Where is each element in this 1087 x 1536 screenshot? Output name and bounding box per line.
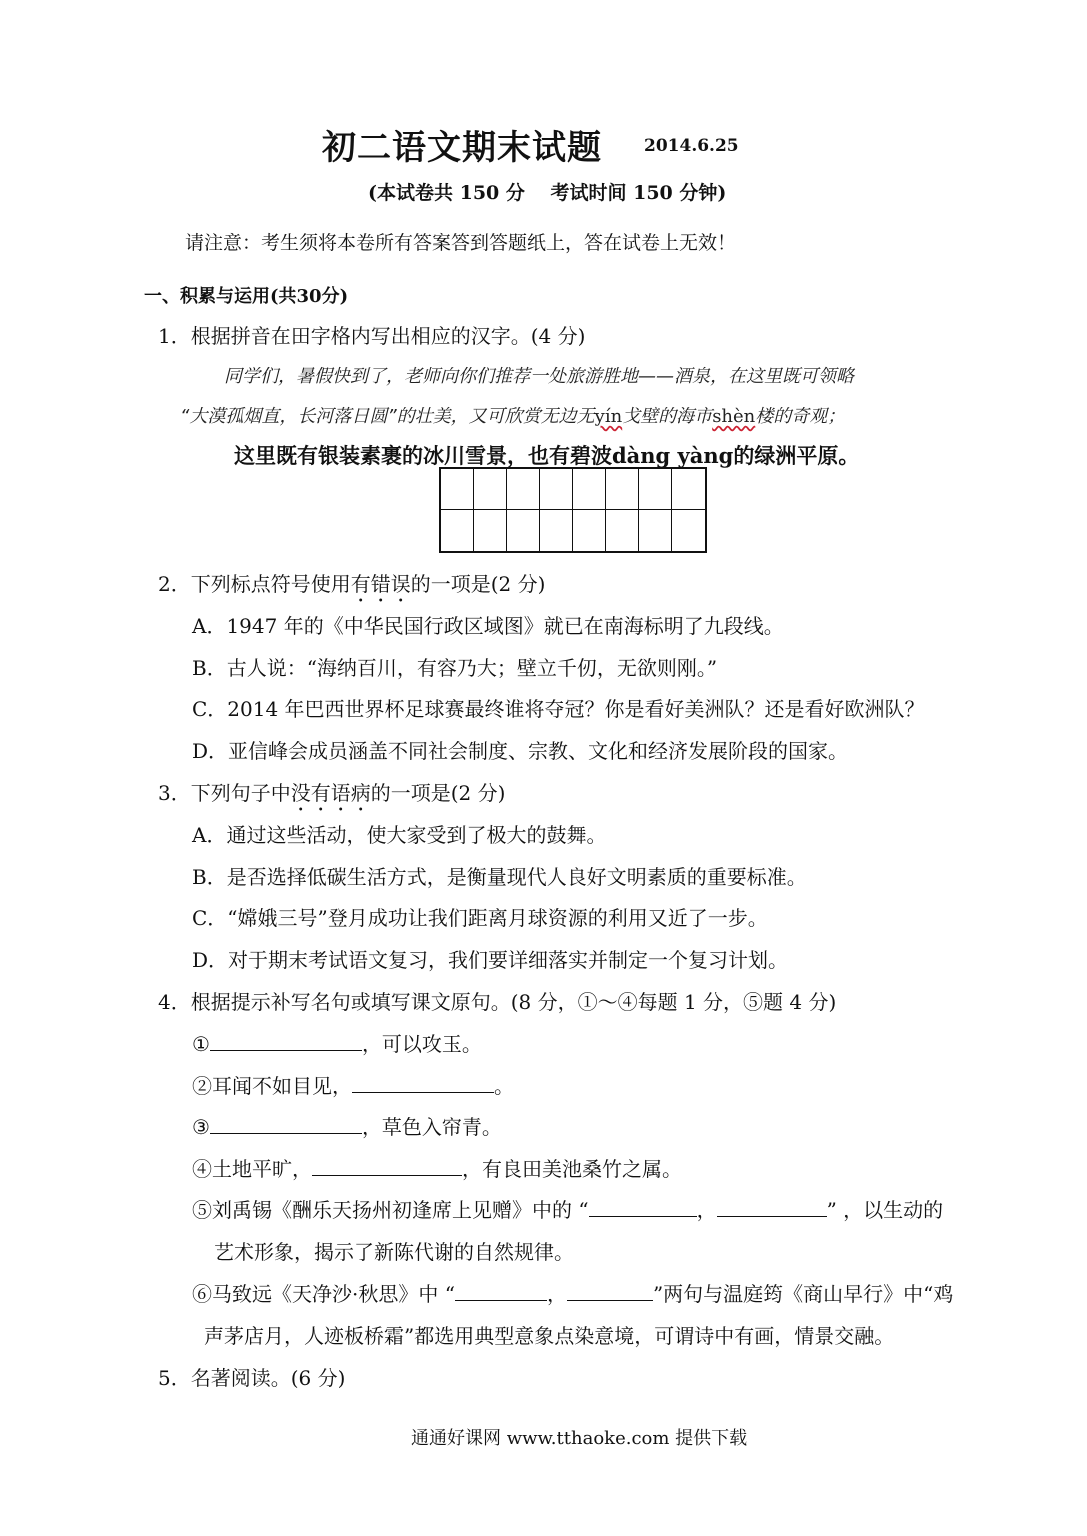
q1-passage-line2 — [180, 402, 845, 428]
q2-option-c: C．2014 年巴西世界杯足球赛最终谁将夺冠？你是看好美洲队？还是看好欧洲队？ — [192, 697, 925, 721]
q4-item-5-separator: ， — [696, 1198, 717, 1222]
grid-cell[interactable] — [573, 469, 606, 510]
q1-line2-text-b: 戈壁的海市 — [622, 406, 713, 427]
grid-cell[interactable] — [573, 510, 606, 551]
q4-item-4 — [192, 1153, 682, 1182]
q4-item-3-suffix: ，草色入帘青。 — [361, 1115, 502, 1139]
q3-option-c: C．“嫦娥三号”登月成功让我们距离月球资源的利用又近了一步。 — [192, 906, 768, 930]
answer-blank[interactable] — [210, 1113, 362, 1134]
q4-item-1-suffix: ，可以攻玉。 — [361, 1032, 482, 1056]
q4-item-6-separator: ， — [546, 1282, 567, 1306]
q4-item-5 — [192, 1194, 943, 1223]
q4-item-5-prefix: ⑤刘禹锡《酬乐天扬州初逢席上见赠》中的 “ — [192, 1198, 589, 1222]
grid-cell[interactable] — [507, 510, 540, 551]
q4-item-5-suffix: ” ，以生动的 — [826, 1198, 944, 1222]
q1-line3-text-b: 的绿洲平原。 — [733, 444, 860, 468]
q2-stem-a: 2．下列标点符号使用 — [158, 572, 351, 596]
grid-cell[interactable] — [606, 469, 639, 510]
answer-blank[interactable] — [567, 1280, 653, 1301]
q3-stem-emphasis: 没有语病 — [290, 781, 371, 805]
q2-stem-b: 的一项是(2 分) — [410, 572, 546, 596]
answer-blank[interactable] — [589, 1196, 697, 1217]
q4-item-2 — [192, 1070, 514, 1099]
exam-notice: 请注意：考生须将本卷所有答案答到答题纸上，答在试卷上无效！ — [185, 232, 737, 254]
q3-stem-a: 3．下列句子中 — [158, 781, 291, 805]
grid-cell[interactable] — [639, 510, 672, 551]
q1-pinyin-yin: yín — [594, 406, 623, 427]
q4-item-3 — [192, 1111, 502, 1140]
tianzige-grid — [439, 467, 707, 553]
q3-option-d: D．对于期末考试语文复习，我们要详细落实并制定一个复习计划。 — [192, 948, 789, 972]
page-footer: 通通好课网 www.tthaoke.com 提供下载 — [411, 1428, 748, 1449]
q4-item-3-prefix: ③ — [192, 1115, 210, 1139]
q2-option-d: D．亚信峰会成员涵盖不同社会制度、宗教、文化和经济发展阶段的国家。 — [192, 739, 849, 763]
grid-cell[interactable] — [474, 469, 507, 510]
answer-blank[interactable] — [312, 1155, 462, 1176]
grid-cell[interactable] — [672, 469, 705, 510]
answer-blank[interactable] — [717, 1196, 827, 1217]
q1-pinyin-dangyang: dàng yàng — [612, 443, 734, 468]
q4-item-1-prefix: ① — [192, 1032, 210, 1056]
exam-date: 2014.6.25 — [644, 136, 739, 156]
q4-item-2-suffix: 。 — [494, 1074, 514, 1098]
grid-cell[interactable] — [441, 510, 474, 551]
q1-stem: 1．根据拼音在田字格内写出相应的汉字。(4 分) — [158, 324, 586, 348]
q4-item-6-prefix: ⑥马致远《天净沙·秋思》中 “ — [192, 1282, 455, 1306]
q4-item-4-suffix: ，有良田美池桑竹之属。 — [462, 1157, 682, 1181]
q2-stem — [158, 568, 545, 607]
q1-line2-text-c: 楼的奇观； — [755, 406, 846, 427]
q4-item-4-prefix: ④土地平旷， — [192, 1157, 312, 1181]
q2-stem-emphasis: 有错误 — [350, 572, 411, 596]
answer-blank[interactable] — [352, 1072, 494, 1093]
grid-cell[interactable] — [606, 510, 639, 551]
q1-pinyin-shen: shèn — [712, 406, 756, 427]
q4-item-6-suffix: ”两句与温庭筠《商山早行》中“鸡 — [652, 1282, 954, 1306]
q3-option-a: A．通过这些活动，使大家受到了极大的鼓舞。 — [192, 823, 607, 847]
q1-passage-line3 — [234, 440, 859, 470]
grid-cell[interactable] — [474, 510, 507, 551]
q2-option-a: A．1947 年的《中华民国行政区域图》就已在南海标明了九段线。 — [192, 614, 784, 638]
page-title: 初二语文期末试题 — [322, 128, 602, 168]
q1-line2-text-a: “大漠孤烟直，长河落日圆”的壮美，又可欣赏无边无 — [180, 406, 595, 427]
grid-cell[interactable] — [441, 469, 474, 510]
q3-stem-b: 的一项是(2 分) — [370, 781, 506, 805]
q4-item-6 — [192, 1278, 953, 1307]
grid-cell[interactable] — [540, 469, 573, 510]
q3-stem — [158, 777, 505, 816]
grid-cell[interactable] — [507, 469, 540, 510]
q2-option-b: B．古人说：“海纳百川，有容乃大；壁立千仞，无欲则刚。” — [192, 656, 718, 680]
answer-blank[interactable] — [210, 1030, 362, 1051]
grid-cell[interactable] — [639, 469, 672, 510]
q5-stem: 5．名著阅读。(6 分) — [158, 1366, 346, 1390]
answer-blank[interactable] — [455, 1280, 547, 1301]
exam-subtitle: (本试卷共 150 分 考试时间 150 分钟) — [368, 182, 727, 204]
q1-passage-line1: 同学们，暑假快到了，老师向你们推荐一处旅游胜地——酒泉，在这里既可领略 — [224, 366, 854, 387]
q4-item-1 — [192, 1028, 482, 1057]
grid-cell[interactable] — [540, 510, 573, 551]
q4-item-6-line2: 声茅店月，人迹板桥霜”都选用典型意象点染意境，可谓诗中有画，情景交融。 — [204, 1324, 895, 1348]
q4-stem: 4．根据提示补写名句或填写课文原句。(8 分，①～④每题 1 分，⑤题 4 分) — [158, 990, 837, 1014]
q3-option-b: B．是否选择低碳生活方式，是衡量现代人良好文明素质的重要标准。 — [192, 865, 807, 889]
q1-line3-text-a: 这里既有银装素裹的冰川雪景，也有碧波 — [234, 444, 612, 468]
section-title: 一、积累与运用(共30分) — [144, 286, 349, 307]
q4-item-2-prefix: ②耳闻不如目见， — [192, 1074, 352, 1098]
q4-item-5-line2: 艺术形象，揭示了新陈代谢的自然规律。 — [214, 1240, 574, 1264]
grid-cell[interactable] — [672, 510, 705, 551]
